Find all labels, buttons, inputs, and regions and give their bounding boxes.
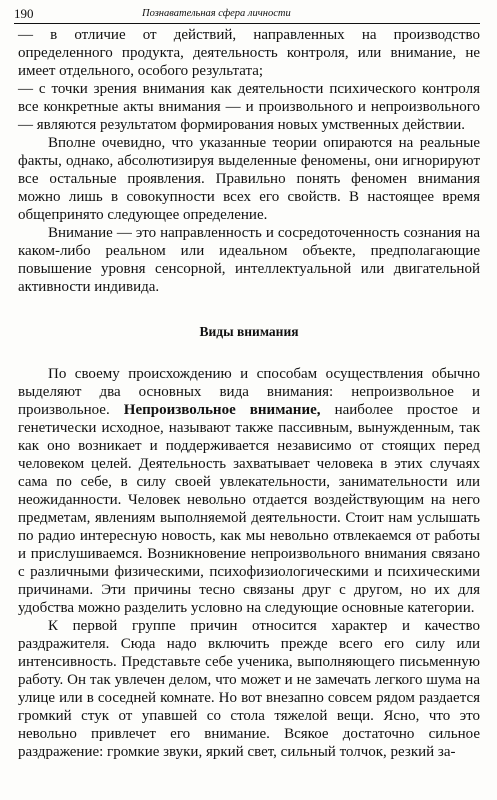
running-title: Познавательная сфера личности	[142, 8, 291, 19]
section-heading: Виды внимания	[199, 324, 299, 339]
paragraph-theories: Вполне очевидно, что указанные теории опираются на реальные факты, однако, абсолютизируя выделенные феномены, они игнорируют все остальные проявления. Правильно понять феномен внимания можно лишь в совокупности всех его свойств. В настоящее время общепринято следующее определение.	[18, 135, 480, 223]
paragraph-causes: К первой группе причин относится характер и качество раздражителя. Сюда надо включить прежде всего его силу или интенсивность. Представьте себе ученика, выполняющего письменную работу. Он так увлечен делом, что может и не замечать легкого шума на улице или в соседней комнате. Но вот внезапно совсем рядом раздается громкий стук от упавшей со стола тяжелой вещи. Ясно, что это невольно привлечет его внимание. Всякое достаточно сильное раздражение: громкие звуки, яркий свет, сильный толчок, резкий за-	[18, 618, 480, 760]
paragraph-dash-1: — в отличие от действий, направленных на производство определенного продукта, деятельность контроля, или внимание, не имеет отдельного, особого результата;	[18, 27, 480, 79]
paragraph-types	[18, 365, 480, 617]
running-head	[14, 6, 480, 22]
paragraph-types-rest: наиболее простое и генетически исходное, называют также пассивным, вынужденным, так как оно возникает и поддерживается независимо от стоящих перед человеком целей. Деятельность захватывает человека в этих случаях сама по себе, в силу своей увлекательности, занимательности или неожиданности. Человек невольно отдается воздействующим на него предметам, явлениям выполняемой деятельности. Стоит нам услышать по радио интересную новость, как мы невольно отвлекаемся от работы и прислушиваемся. Возникновение непроизвольного внимания связано с различными физическими, психофизиологическими и психическими причинами. Эти причины тесно связаны друг с другом, но их для удобства можно разделить условно на следующие основные категории.	[18, 402, 481, 616]
text-column	[18, 26, 480, 761]
page-number: 190	[14, 6, 34, 21]
paragraph-dash-2: — с точки зрения внимания как деятельности психического контроля все конкретные акты внимания — и произвольного и непроизвольного — являются результатом формирования новых умственных действии.	[18, 81, 480, 133]
header-rule	[14, 23, 480, 24]
paragraph-definition: Внимание — это направленность и сосредоточенность сознания на каком-либо реальном или идеальном объекте, предполагающие повышение уровня сенсорной, интеллектуальной или двигательной активности индивида.	[18, 225, 480, 295]
paragraph-types-lead: По своему происхождению и способам осуществления обычно выделяют два основных вида внимания: непроизвольное и произвольное.	[18, 366, 480, 418]
term-involuntary-attention: Непроизвольное внимание,	[123, 402, 321, 418]
